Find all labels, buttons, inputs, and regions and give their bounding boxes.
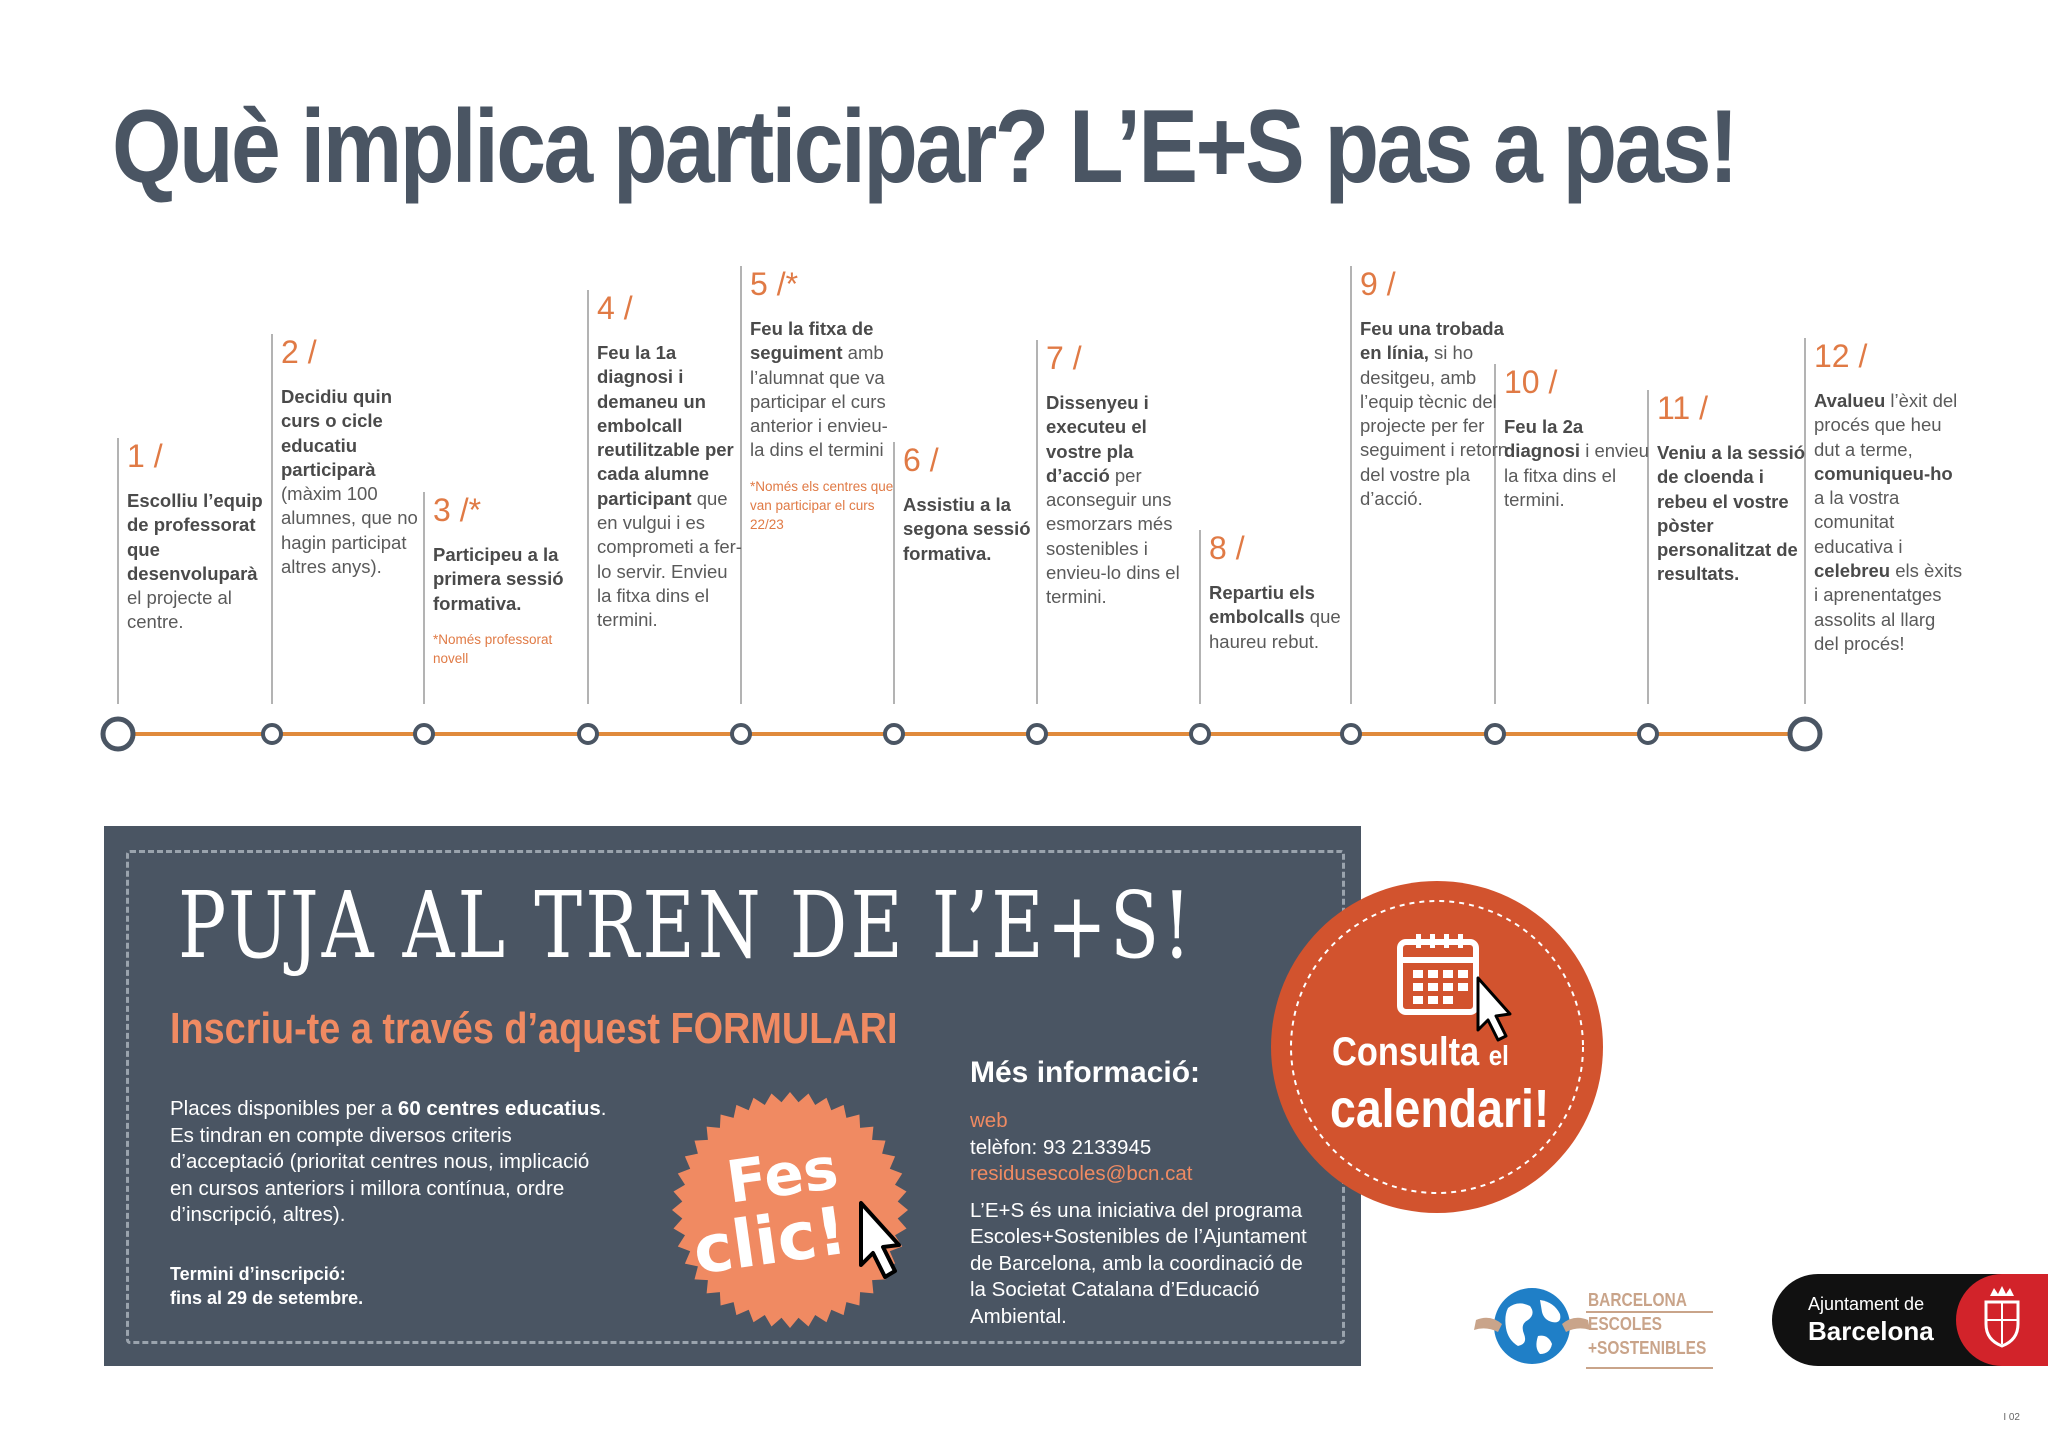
timeline-node	[579, 725, 597, 743]
escoles-logo-text: BARCELONA ESCOLES +SOSTENIBLES	[1588, 1290, 1707, 1358]
page-title: Què implica participar? L’E+S pas a pas!	[112, 89, 1737, 205]
timeline-step-3	[433, 492, 583, 668]
email-link[interactable]: residusescoles@bcn.cat	[970, 1162, 1193, 1185]
timeline-step-11	[1657, 390, 1807, 587]
step-number: 8 /	[1209, 530, 1245, 566]
step-number: 11 /	[1657, 390, 1708, 426]
timeline-step-1	[127, 438, 277, 635]
timeline-node	[1342, 725, 1360, 743]
form-link[interactable]: Inscriu-te a través d’aquest FORMULARI	[170, 1004, 898, 1053]
step-number: 6 /	[903, 442, 939, 478]
places-text: Places disponibles per a 60 centres educatius. Es tindran en compte diversos criteris d’acceptació (prioritat centres nous, implicació en cursos anteriors i millora contínua, ordre d’inscripció, altres).	[170, 1097, 607, 1226]
timeline-node	[1486, 725, 1504, 743]
button-label-2: clic!	[688, 1191, 852, 1290]
step-text: Decidiu quin curs o cicle educatiu participarà (màxim 100 alumnes, que no hagin participat altres anys).	[281, 386, 418, 578]
timeline-step-2	[281, 334, 431, 579]
step-number: 10 /	[1504, 364, 1558, 400]
deadline-label: Termini d’inscripció:	[170, 1264, 346, 1284]
panel-headline: PUJA AL TREN DE L’E+S!	[178, 872, 1195, 979]
about-text: L’E+S és una iniciativa del programa Escoles+Sostenibles de l’Ajuntament de Barcelona, amb la coordinació de la Societat Catalana d’Educació Ambiental.	[970, 1198, 1307, 1328]
timeline-node	[263, 725, 281, 743]
web-link[interactable]: web	[970, 1109, 1008, 1132]
timeline-step-12	[1814, 338, 1964, 656]
timeline-step-7	[1046, 340, 1196, 610]
step-text: Repartiu els embolcalls que haureu rebut.	[1209, 582, 1341, 652]
calendar-label-1: Consulta el	[1332, 1030, 1509, 1074]
step-text: Feu una trobada en línia, si ho desitgeu, amb l’equip tècnic del projecte per fer seguiment i retorn del vostre pla d’acció.	[1360, 318, 1509, 510]
timeline-node	[885, 725, 903, 743]
step-number: 12 /	[1814, 338, 1868, 374]
step-text: Feu la 1a diagnosi i demaneu un embolcall reutilitzable per cada alumne participant que en vulgui i es comprometi a fer-lo servir. Envieu la fitxa dins el termini.	[597, 342, 742, 631]
step-number: 1 /	[127, 438, 163, 474]
deadline-date: fins al 29 de setembre.	[170, 1288, 364, 1308]
timeline-step-4	[597, 290, 747, 633]
timeline-node	[415, 725, 433, 743]
timeline-node	[1790, 719, 1820, 749]
deadline	[170, 1262, 363, 1310]
step-note: *Només professorat novell	[433, 631, 553, 666]
timeline-step-10	[1504, 364, 1654, 512]
step-text: Dissenyeu i executeu el vostre pla d’acció per aconseguir uns esmorzars més sostenibles i envieu-lo dins el termini.	[1046, 392, 1180, 608]
page-number: I 02	[2003, 1412, 2020, 1423]
timeline-node	[1191, 725, 1209, 743]
timeline-step-6	[903, 442, 1053, 566]
timeline-step-9	[1360, 266, 1510, 511]
calendar-label-2: calendari!	[1330, 1079, 1550, 1139]
button-label-1: Fes	[722, 1133, 842, 1217]
step-text: Avalueu l’èxit del procés que heu dut a terme, comuniqueu-ho a la vostra comunitat educativa i celebreu els èxits i aprenentatges assolits al llarg del procés!	[1814, 390, 1963, 654]
timeline-step-8	[1209, 530, 1359, 654]
step-text: Veniu a la sessió de cloenda i rebeu el vostre pòster personalitzat de resultats.	[1657, 442, 1806, 585]
step-number: 3 /*	[433, 492, 482, 528]
step-number: 9 /	[1360, 266, 1396, 302]
step-note: *Només els centres que van participar el curs 22/23	[750, 478, 894, 532]
step-text: Assistiu a la segona sessió formativa.	[903, 494, 1031, 564]
barcelona-shield-icon	[1956, 1274, 2048, 1366]
phone: telèfon: 93 2133945	[970, 1135, 1152, 1159]
timeline-node	[103, 719, 133, 749]
ajuntament-logo: Ajuntament de Barcelona	[1772, 1274, 2048, 1366]
step-number: 4 /	[597, 290, 633, 326]
step-number: 5 /*	[750, 266, 799, 302]
step-number: 7 /	[1046, 340, 1082, 376]
info-block	[970, 1108, 1310, 1330]
step-number: 2 /	[281, 334, 317, 370]
fes-clic-button[interactable]	[665, 1085, 915, 1335]
timeline-node	[1639, 725, 1657, 743]
timeline-node	[1028, 725, 1046, 743]
timeline-step-5	[750, 266, 900, 534]
info-title: Més informació:	[970, 1056, 1201, 1089]
step-text: Escolliu l’equip de professorat que desenvoluparà el projecte al centre.	[127, 490, 263, 633]
step-text: Feu la 2a diagnosi i envieu la fitxa dins el termini.	[1504, 416, 1649, 510]
step-text: Participeu a la primera sessió formativa.	[433, 544, 564, 614]
step-text: Feu la fitxa de seguiment amb l’alumnat que va participar el curs anterior i envieu-la dins el termini	[750, 318, 888, 461]
timeline-node	[732, 725, 750, 743]
